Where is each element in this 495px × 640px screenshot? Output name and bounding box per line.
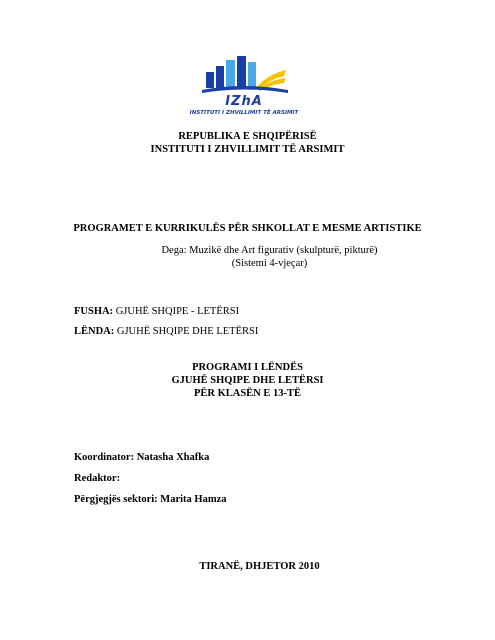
program-title: PROGRAMET E KURRIKULËS PËR SHKOLLAT E MESME ARTISTIKE — [73, 223, 422, 234]
editor-line: Redaktor: — [74, 473, 121, 484]
subject-line — [74, 325, 258, 338]
republic-heading: REPUBLIKA E SHQIPËRISË — [178, 131, 317, 142]
logo-wordmark: IZhA — [225, 94, 263, 109]
coordinator-line: Koordinator: Natasha Xhafka — [74, 452, 210, 463]
system-line: (Sistemi 4-vjeçar) — [231, 258, 308, 269]
course-heading-2: GJUHË SHQIPE DHE LETËRSI — [171, 375, 324, 386]
field-label: FUSHA: — [74, 306, 114, 317]
field-value: GJUHË SHQIPE - LETËRSI — [115, 306, 240, 317]
branch-line: Dega: Muzikë dhe Art figurativ (skulpturë, pikturë) — [161, 245, 378, 256]
institute-heading: INSTITUTI I ZHVILLIMIT TË ARSIMIT — [150, 144, 345, 155]
subject-label: LËNDA: — [74, 326, 115, 337]
place-date: TIRANË, DHJETOR 2010 — [199, 561, 320, 572]
subject-value: GJUHË SHQIPE DHE LETËRSI — [116, 326, 259, 337]
field-line — [74, 305, 239, 318]
sector-line: Përgjegjës sektori: Marita Hamza — [74, 494, 227, 505]
course-heading-1: PROGRAMI I LËNDËS — [192, 362, 303, 373]
course-heading-3: PËR KLASËN E 13-TË — [193, 388, 302, 399]
logo-subtitle: INSTITUTI I ZHVILLIMIT TË ARSIMIT — [189, 110, 299, 116]
